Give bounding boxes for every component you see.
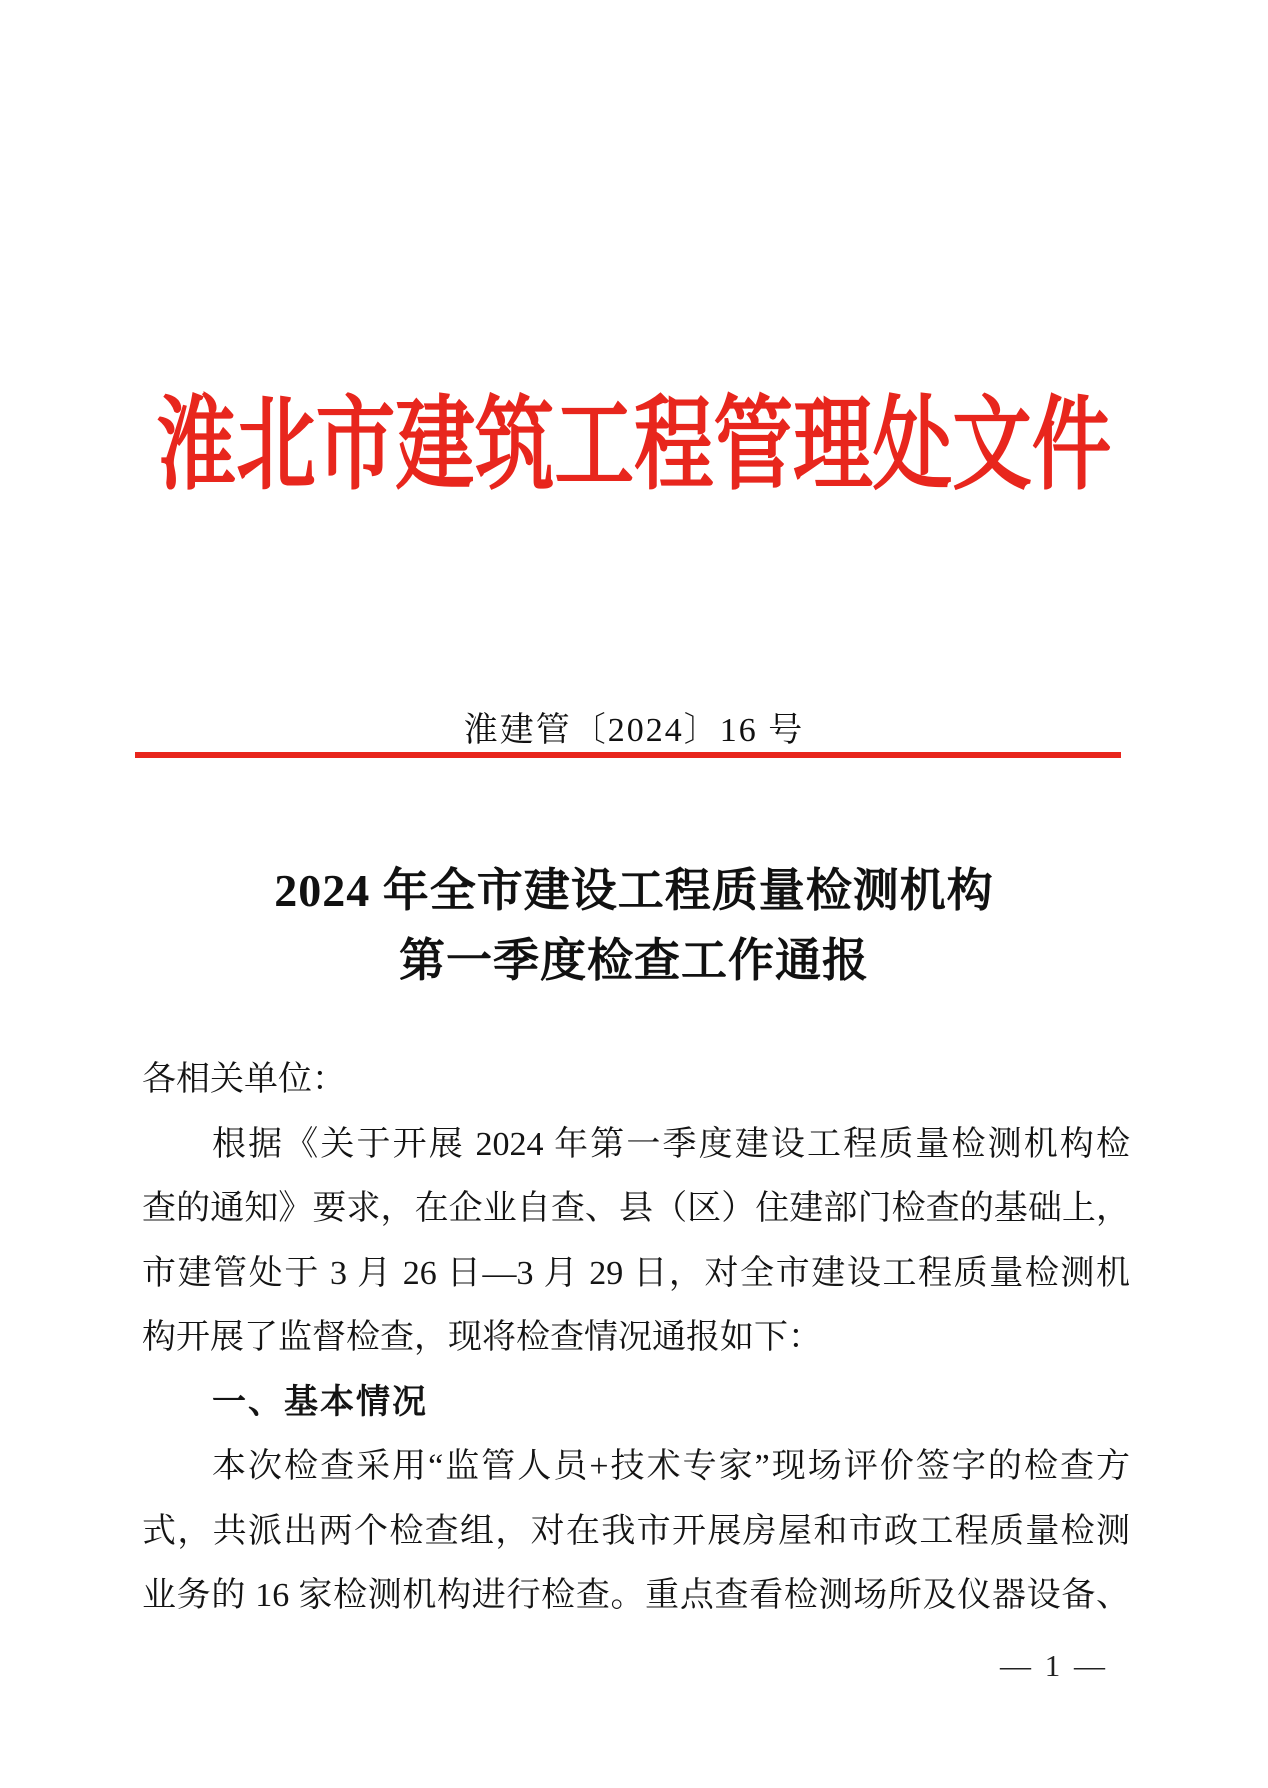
paragraph-2-line-3: 业务的 16 家检测机构进行检查。重点查看检测场所及仪器设备、	[142, 1577, 1130, 1614]
document-body	[142, 1048, 1130, 1629]
paragraph-1-line-4: 构开展了监督检查，现将检查情况通报如下：	[142, 1319, 822, 1356]
paragraph-1-line-2: 查的通知》要求，在企业自查、县（区）住建部门检查的基础上，	[142, 1190, 1130, 1227]
paragraph-2-line-1: 本次检查采用“监管人员+技术专家”现场评价签字的检查方	[212, 1448, 1130, 1485]
document-number: 淮建管〔2024〕16 号	[463, 712, 805, 749]
document-title-line-1: 2024 年全市建设工程质量检测机构	[274, 865, 994, 916]
paragraph-1-line-3: 市建管处于 3 月 26 日—3 月 29 日，对全市建设工程质量检测机	[142, 1254, 1130, 1292]
salutation: 各相关单位：	[142, 1061, 346, 1098]
section-heading-basic-situation: 一、基本情况	[212, 1383, 428, 1421]
masthead-title: 淮北市建筑工程管理处文件	[156, 390, 1112, 503]
page-number: — 1 —	[1000, 1648, 1108, 1683]
paragraph-2-line-2: 式，共派出两个检查组，对在我市开展房屋和市政工程质量检测	[142, 1512, 1130, 1550]
red-separator-line	[135, 752, 1121, 758]
document-title	[0, 856, 1268, 996]
document-title-line-2: 第一季度检查工作通报	[399, 935, 869, 986]
paragraph-1-line-1: 根据《关于开展 2024 年第一季度建设工程质量检测机构检	[212, 1125, 1130, 1163]
